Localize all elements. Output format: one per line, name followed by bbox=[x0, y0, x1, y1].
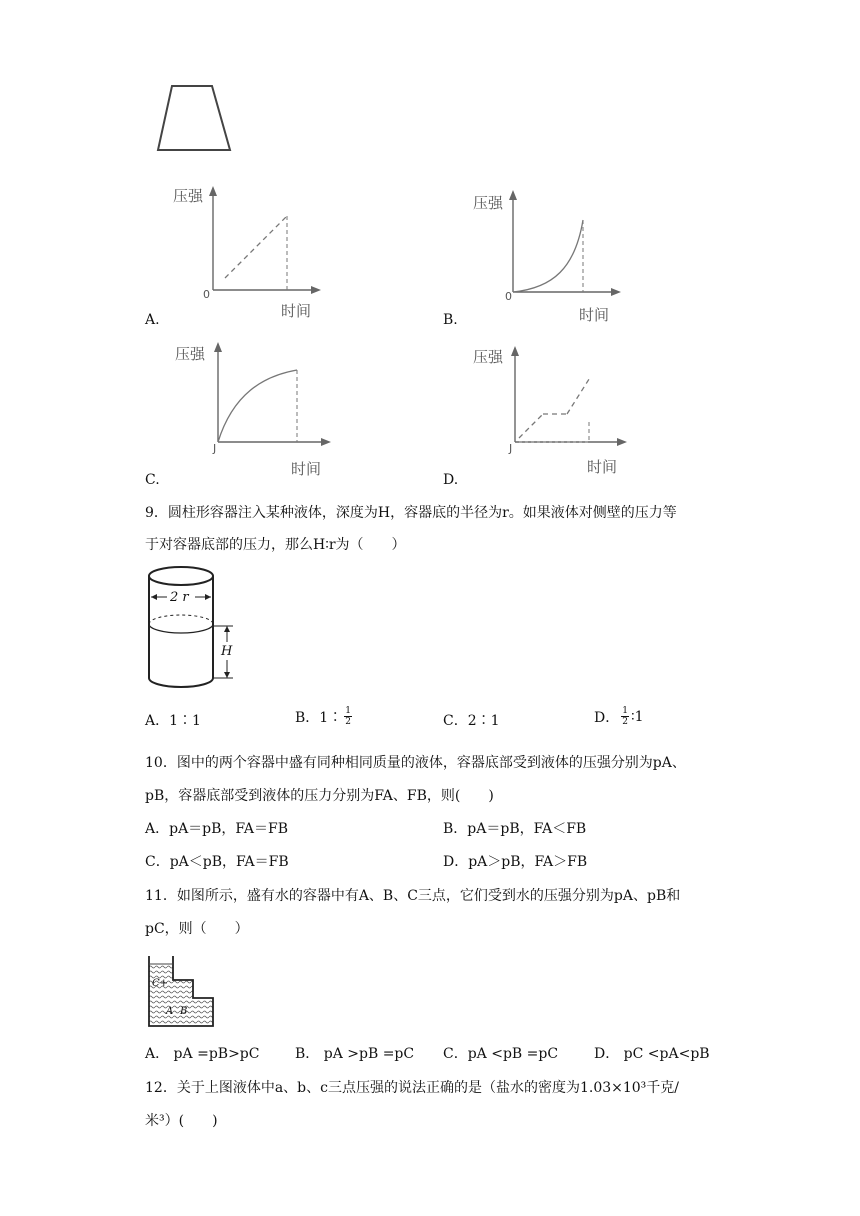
graph-a-ylabel: 压强 bbox=[173, 187, 204, 205]
q10-line1: 10．图中的两个容器中盛有同种相同质量的液体，容器底部受到液体的压强分别为pA、 bbox=[145, 755, 686, 771]
graph-d-letter: D. bbox=[443, 472, 459, 488]
graph-b-xlabel: 时间 bbox=[579, 306, 610, 324]
graph-c-xlabel: 时间 bbox=[291, 460, 322, 478]
q12-line2: 米³）( ) bbox=[145, 1113, 218, 1129]
graph-c-origin: J bbox=[213, 442, 217, 455]
graph-c-letter: C. bbox=[145, 472, 160, 488]
q11-option-d: D． pC <pA<pB bbox=[594, 1046, 710, 1062]
q10-line2: pB，容器底部受到液体的压力分别为FA、FB，则( ) bbox=[145, 788, 494, 804]
q10-option-a: A．pA＝pB，FA＝FB bbox=[145, 821, 289, 837]
q10-option-c: C．pA＜pB，FA＝FB bbox=[145, 854, 289, 870]
q11-line1: 11．如图所示，盛有水的容器中有A、B、C三点，它们受到水的压强分别为pA、pB和 bbox=[145, 888, 681, 904]
q9-line1: 9．圆柱形容器注入某种液体，深度为H，容器底的半径为r。如果液体对侧壁的压力等 bbox=[145, 505, 677, 521]
q11-option-a: A． pA =pB>pC bbox=[145, 1046, 260, 1062]
fig-point-c: C+ bbox=[152, 978, 169, 989]
q10-option-b: B．pA＝pB，FA＜FB bbox=[443, 821, 587, 837]
q9-option-b bbox=[295, 706, 354, 727]
graph-d-origin: J bbox=[509, 442, 513, 455]
cylinder-figure bbox=[143, 562, 243, 694]
q9-line2: 于对容器底部的压力，那么H∶r为（ ） bbox=[145, 537, 406, 553]
graph-option-b bbox=[443, 180, 633, 330]
q9-option-a: A．1∶1 bbox=[145, 713, 201, 729]
trapezoid-figure bbox=[150, 78, 240, 158]
fig-point-b: B bbox=[180, 1006, 188, 1017]
stepped-container-figure bbox=[143, 954, 223, 1030]
graph-b-ylabel: 压强 bbox=[473, 194, 504, 212]
graph-option-d bbox=[443, 338, 643, 488]
q9-option-b-fraction bbox=[344, 706, 352, 727]
q11-option-b: B． pA >pB =pC bbox=[295, 1046, 415, 1062]
q9-option-d-fraction bbox=[621, 706, 629, 727]
q9-option-c: C．2∶1 bbox=[443, 713, 500, 729]
q9-option-d-prefix: D． bbox=[594, 709, 620, 726]
graph-d-ylabel: 压强 bbox=[473, 348, 504, 366]
q9-option-b-denominator: 2 bbox=[345, 717, 351, 727]
graph-option-a bbox=[145, 180, 335, 330]
q11-line2: pC，则（ ） bbox=[145, 921, 249, 937]
cylinder-label-H: H bbox=[221, 644, 233, 659]
q11-option-c: C．pA <pB =pC bbox=[443, 1046, 559, 1062]
q9-option-d-denominator: 2 bbox=[622, 717, 628, 727]
graph-b-origin: 0 bbox=[505, 290, 512, 303]
q9-option-d-numerator: 1 bbox=[622, 706, 628, 716]
q10-option-d: D．pA＞pB，FA＞FB bbox=[443, 854, 588, 870]
fig-point-a: A bbox=[166, 1006, 174, 1017]
q9-option-d-suffix: ∶1 bbox=[630, 708, 644, 725]
graph-c-ylabel: 压强 bbox=[175, 345, 206, 363]
graph-b-letter: B. bbox=[443, 312, 458, 328]
q9-option-b-numerator: 1 bbox=[345, 706, 351, 716]
graph-a-letter: A. bbox=[145, 312, 160, 328]
graph-option-c bbox=[145, 338, 345, 488]
graph-a-xlabel: 时间 bbox=[281, 302, 312, 320]
q9-option-d bbox=[594, 706, 644, 727]
cylinder-label-2r: 2 r bbox=[170, 590, 189, 605]
q9-option-b-prefix: B．1∶ bbox=[295, 709, 343, 726]
graph-d-xlabel: 时间 bbox=[587, 458, 618, 476]
q12-line1: 12．关于上图液体中a、b、c三点压强的说法正确的是（盐水的密度为1.03×10³千克/ bbox=[145, 1080, 680, 1096]
graph-a-origin: 0 bbox=[203, 288, 210, 301]
